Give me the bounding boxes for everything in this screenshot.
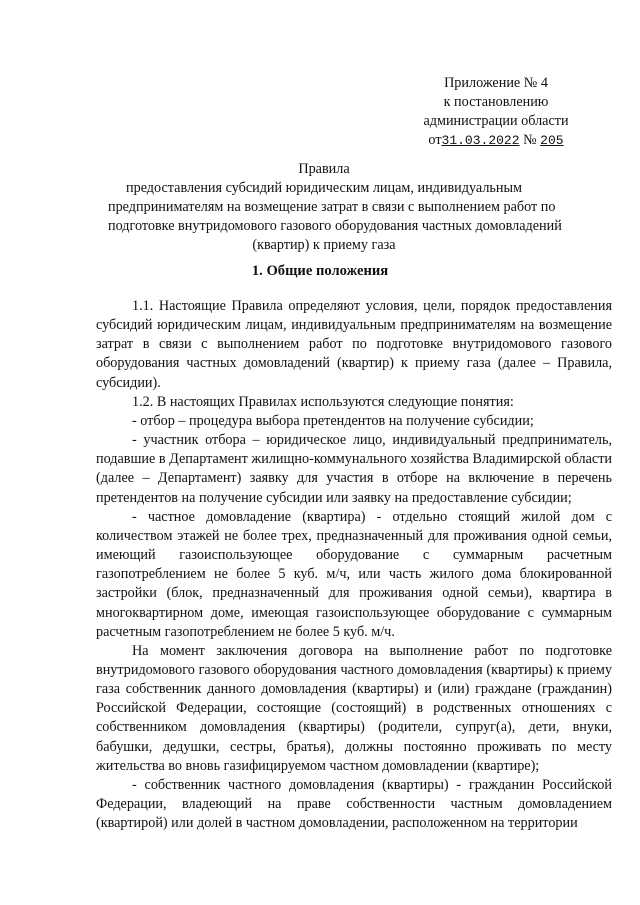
title-line-2: предоставления субсидий юридическим лицам, индивидуальным <box>126 180 522 196</box>
definition-participant: - участник отбора – юридическое лицо, индивидуальный предприниматель, подавшие в Департамент жилищно-коммунального хозяйства Владимирской области (далее – Департамент) заявку для участия в отборе на включение в перечень претендентов на получение субсидии или заявку на предоставление субсидии; <box>96 432 612 506</box>
definition-owner: - собственник частного домовладения (квартиры) - гражданин Российской Федерации, владеющий на праве собственности частным домовладением (квартирой) или долей в частном домовладении, расположенном на территории <box>96 776 612 832</box>
appendix-resolution-ref: к постановлению <box>443 94 549 110</box>
section-heading: 1. Общие положения <box>251 263 389 279</box>
title-line-3: предпринимателям на возмещение затрат в связи с выполнением работ по <box>108 199 556 215</box>
appendix-authority: администрации области <box>423 113 569 129</box>
appendix-date-line <box>396 131 596 150</box>
title-line-4: подготовке внутридомового газового оборудования частных домовладений <box>108 218 562 234</box>
date-prefix: от <box>428 132 442 148</box>
title-line-1: Правила <box>298 161 350 177</box>
paragraph-1-1: 1.1. Настоящие Правила определяют условия, цели, порядок предоставления субсидий юридическим лицам, индивидуальным предпринимателям на возмещение затрат в связи с выполнением работ по подготовке внутридомового газового оборудования частных домовладений (квартир) к приему газа (далее – Правила, субсидии). <box>96 298 612 391</box>
number-sign: № <box>523 132 537 148</box>
resolution-number: 205 <box>540 133 564 148</box>
document-body <box>96 297 612 833</box>
definition-private-household: - частное домовладение (квартира) - отдельно стоящий жилой дом с количеством этажей не более трех, предназначенный для проживания одной семьи, имеющий газоиспользующее оборудование с суммарным расчетным газопотреблением не более 5 куб. м/ч, или часть жилого дома блокированной застройки (блок, предназначенный для проживания одной семьи), квартира в многоквартирном доме, имеющая газоиспользующее оборудование с суммарным расчетным газопотреблением не более 5 куб. м/ч. <box>96 508 612 640</box>
appendix-header <box>396 74 596 150</box>
resolution-date: 31.03.2022 <box>441 133 520 148</box>
definition-selection: - отбор – процедура выбора претендентов на получение субсидии; <box>132 412 534 429</box>
paragraph-1-2: 1.2. В настоящих Правилах используются следующие понятия: <box>132 393 514 410</box>
paragraph-contract-moment: На момент заключения договора на выполнение работ по подготовке внутридомового газового оборудования частного домовладения (квартиры) к приему газа собственник данного домовладения (квартиры) и (или) граждане (гражданин) Российской Федерации, состоящие (состоящий) в родственных отношениях с собственником домовладения (квартиры) (родители, супруг(а), дети, внуки, бабушки, дедушки, сестры, братья), должны постоянно проживать по месту жительства во вновь газифицируемом частном домовладении (квартире); <box>96 642 612 774</box>
title-line-5: (квартир) к приему газа <box>252 237 396 253</box>
appendix-number: Приложение № 4 <box>444 75 548 91</box>
document-title <box>108 160 562 255</box>
